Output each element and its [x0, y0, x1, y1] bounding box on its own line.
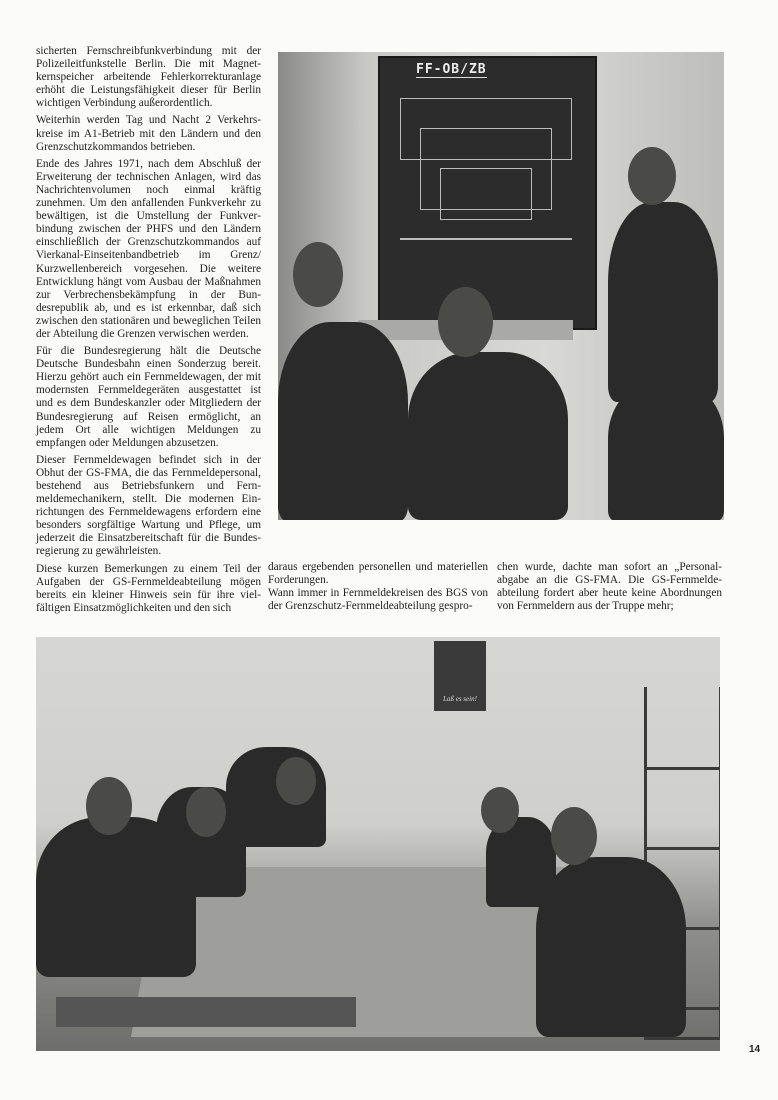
- left-text-column: [36, 45, 261, 619]
- right-text-column: [497, 561, 722, 617]
- paragraph: Weiterhin werden Tag und Nacht 2 Verkehrskreise im A1-Betrieb mit den Ländern und den Grenzschutzkommandos betrieben.: [36, 114, 261, 153]
- paragraph: Dieser Fernmeldewagen befindet sich in der Obhut der GS-FMA, die das Fernmeldepersonal, bestehend aus Betriebsfunkern und Fernmeldemechanikern, stellt. Die modernen Einrichtungen des Fernmeldewagens erfordern eine besonders sorgfältige Wartung und Pflege, um jederzeit die Einsatzbereitschaft für die Bundesregierung zu gewährleisten.: [36, 453, 261, 558]
- radio-workshop-photo: [36, 637, 720, 1051]
- paragraph: chen wurde, dachte man sofort an „Personalabgabe an die GS-FMA. Die GS-Fernmeldeabteilung fordert aber heute keine Abordnungen von Fernmeldern aus der Truppe mehr;: [497, 561, 722, 613]
- paragraph: Ende des Jahres 1971, nach dem Abschluß der Erweiterung der technischen Anlagen, wird das Nachrichtenvolumen noch einmal kräftig zunehmen. Um den anfallenden Funkverkehr zu bewältigen, ist die Umstellung der Funkverbindung zwischen der PHFS und den Ländern einschließlich der Grenzschutzkommandos auf Vierkanal-Einseitenbandbetrieb im Grenz/ Kurzwellenbereich vorgesehen. Die weitere Entwicklung hängt vom Ausbau der Maßnahmen zur Verbrechensbekämpfung in der Bundesrepublik ab, und es ist erkennbar, daß sich zwischen den stationären und beweglichen Teilen der Abteilung die Grenzen verwischen werden.: [36, 157, 261, 340]
- paragraph: sicherten Fernschreibfunkverbindung mit der Polizeileitfunkstelle Berlin. Die mit Magnetkernspeicher arbeitende Fehlerkorrekturanlage erhöht die Leistungsfähigkeit dieser für Berlin wichtigen Verbindung außerordentlich.: [36, 45, 261, 110]
- paragraph: Wann immer in Fernmeldekreisen des BGS von der Grenzschutz-Fernmeldeabteilung gespro-: [268, 587, 488, 613]
- board-title: FF-OB/ZB: [416, 62, 487, 77]
- paragraph: Für die Bundesregierung hält die Deutsche Deutsche Bundesbahn einen Sonderzug bereit. Hierzu gehört auch ein Fernmeldewagen, der mit modernsten Fernmeldegeräten ausgestattet ist und es dem Bundeskanzler oder Mitgliedern der Bundesregierung auf Reisen ermöglicht, an jedem Ort alle wichtigen Meldungen zu empfangen oder Meldungen abzusetzen.: [36, 345, 261, 449]
- wall-poster: [434, 641, 486, 711]
- classroom-photo: [278, 52, 724, 520]
- poster-text: Laß es sein!: [443, 695, 477, 703]
- middle-text-column: [268, 561, 488, 613]
- page-number: 14: [749, 1044, 761, 1055]
- circuit-diagram-board: [378, 56, 597, 330]
- paragraph: daraus ergebenden personellen und materiellen Forderungen.: [268, 561, 488, 587]
- paragraph: Diese kurzen Bemerkungen zu einem Teil der Aufgaben der GS-Fernmeldeabteilung mögen bereits ein kleiner Hinweis sein für ihre vielfältigen Einsatzmöglichkeiten und den sich: [36, 562, 261, 614]
